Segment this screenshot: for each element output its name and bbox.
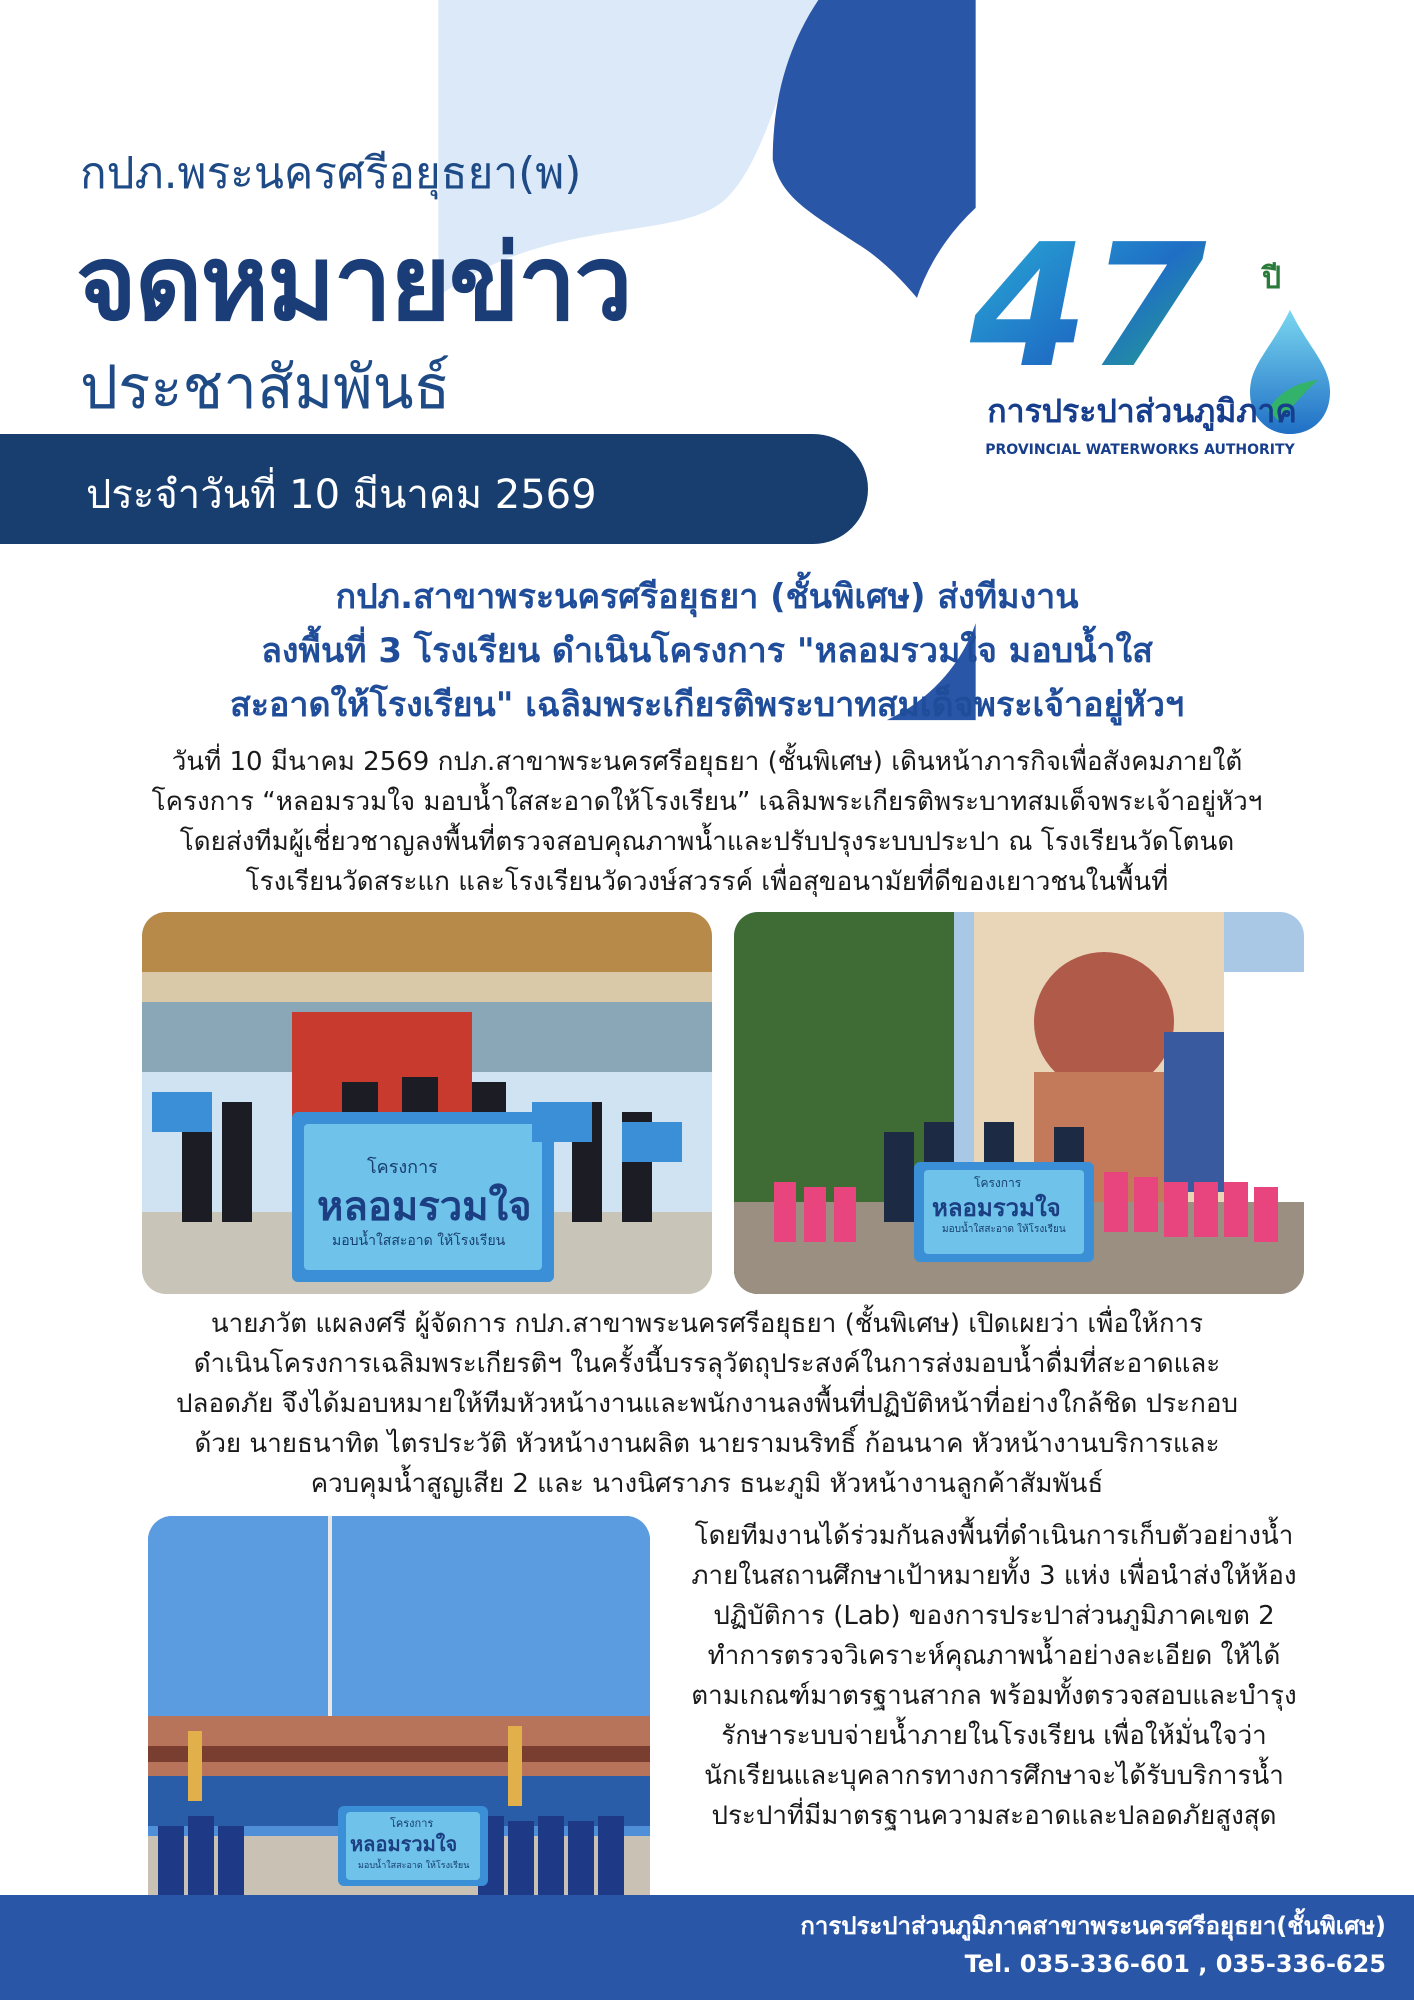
logo-number: 47 bbox=[970, 208, 1207, 406]
newsletter-title: จดหมายข่าว bbox=[76, 222, 631, 344]
paragraph-line: นักเรียนและบุคลากรทางการศึกษาจะได้รับบริการน้ำ bbox=[704, 1761, 1284, 1791]
paragraph-line: ประปาที่มีมาตรฐานความสะอาดและปลอดภัยสูงสุด bbox=[711, 1801, 1277, 1831]
logo-name-th: การประปาส่วนภูมิภาค bbox=[987, 392, 1297, 430]
news-headline bbox=[100, 570, 1314, 732]
pwa-47-logo bbox=[900, 160, 1384, 544]
paragraph-line: โดยทีมงานได้ร่วมกันลงพื้นที่ดำเนินการเก็บตัวอย่างน้ำ bbox=[694, 1521, 1294, 1551]
banner-small: โครงการ bbox=[367, 1157, 438, 1178]
headline-line: ลงพื้นที่ 3 โรงเรียน ดำเนินโครงการ "หลอมรวมใจ มอบน้ำใส bbox=[261, 631, 1153, 671]
photo-school-2 bbox=[734, 912, 1304, 1294]
banner-subtitle: มอบน้ำใสสะอาด ให้โรงเรียน bbox=[332, 1233, 506, 1249]
paragraph-line: โรงเรียนวัดสระแก และโรงเรียนวัดวงษ์สวรรค์ เพื่อสุขอนามัยที่ดีของเยาวชนในพื้นที่ bbox=[245, 867, 1169, 897]
paragraph-line: ดำเนินโครงการเฉลิมพระเกียรติฯ ในครั้งนี้บรรลุวัตถุประสงค์ในการส่งมอบน้ำดื่มที่สะอาดและ bbox=[193, 1349, 1221, 1379]
paragraph-line: ปฏิบัติการ (Lab) ของการประปาส่วนภูมิภาคเขต 2 bbox=[713, 1601, 1275, 1631]
logo-name-en: PROVINCIAL WATERWORKS AUTHORITY bbox=[985, 442, 1295, 458]
paragraph-line: ทำการตรวจวิเคราะห์คุณภาพน้ำอย่างละเอียด ให้ได้ bbox=[707, 1641, 1281, 1671]
headline-line: สะอาดให้โรงเรียน" เฉลิมพระเกียรติพระบาทสมเด็จพระเจ้าอยู่หัวฯ bbox=[229, 685, 1185, 725]
logo-year: ปี bbox=[1262, 261, 1282, 296]
paragraph-line: ตามเกณฑ์มาตรฐานสากล พร้อมทั้งตรวจสอบและบำรุง bbox=[691, 1681, 1297, 1711]
issue-date: ประจำวันที่ 10 มีนาคม 2569 bbox=[86, 472, 597, 518]
headline-line: กปภ.สาขาพระนครศรีอยุธยา (ชั้นพิเศษ) ส่งทีมงาน bbox=[335, 577, 1079, 617]
paragraph-line: นายภวัต แผลงศรี ผู้จัดการ กปภ.สาขาพระนครศรีอยุธยา (ชั้นพิเศษ) เปิดเผยว่า เพื่อให้การ bbox=[210, 1309, 1204, 1339]
banner-title: หลอมรวมใจ bbox=[350, 1832, 458, 1856]
paragraph-line: ด้วย นายธนาทิต ไตรประวัติ หัวหน้างานผลิต นายรามนริทธิ์ ก้อนนาค หัวหน้างานบริการและ bbox=[194, 1429, 1220, 1459]
banner-small: โครงการ bbox=[390, 1817, 434, 1830]
paragraph-line: ภายในสถานศึกษาเป้าหมายทั้ง 3 แห่ง เพื่อนำส่งให้ห้อง bbox=[691, 1561, 1297, 1591]
newsletter-subtitle: ประชาสัมพันธ์ bbox=[80, 353, 451, 423]
branch-name: กปภ.พระนครศรีอยุธยา(พ) bbox=[80, 148, 582, 199]
banner-subtitle: มอบน้ำใสสะอาด ให้โรงเรียน bbox=[942, 1224, 1066, 1235]
paragraph-line: วันที่ 10 มีนาคม 2569 กปภ.สาขาพระนครศรีอยุธยา (ชั้นพิเศษ) เดินหน้าภารกิจเพื่อสังคมภายใต้ bbox=[171, 747, 1243, 777]
paragraph-line: รักษาระบบจ่ายน้ำภายในโรงเรียน เพื่อให้มั่นใจว่า bbox=[721, 1721, 1267, 1751]
paragraph-manager bbox=[110, 1304, 1304, 1504]
paragraph-line: โครงการ “หลอมรวมใจ มอบน้ำใสสะอาดให้โรงเรียน” เฉลิมพระเกียรติพระบาทสมเด็จพระเจ้าอยู่หัวฯ bbox=[151, 787, 1263, 817]
banner-title: หลอมรวมใจ bbox=[317, 1184, 532, 1230]
banner-title: หลอมรวมใจ bbox=[932, 1194, 1061, 1222]
photo-school-3 bbox=[148, 1516, 650, 1950]
banner-small: โครงการ bbox=[974, 1176, 1022, 1190]
photo-school-1 bbox=[142, 912, 712, 1294]
paragraph-line: ปลอดภัย จึงได้มอบหมายให้ทีมหัวหน้างานและพนักงานลงพื้นที่ปฏิบัติหน้าที่อย่างใกล้ชิด ประกอบ bbox=[176, 1389, 1238, 1419]
paragraph-line: โดยส่งทีมผู้เชี่ยวชาญลงพื้นที่ตรวจสอบคุณภาพน้ำและปรับปรุงระบบประปา ณ โรงเรียนวัดโตนด bbox=[179, 827, 1235, 857]
footer-tel: Tel. 035-336-601 , 035-336-625 bbox=[964, 1950, 1386, 1978]
paragraph-intro bbox=[80, 742, 1334, 902]
paragraph-sampling bbox=[664, 1516, 1324, 1836]
footer-org: การประปาส่วนภูมิภาคสาขาพระนครศรีอยุธยา(ชั้นพิเศษ) bbox=[800, 1912, 1386, 1940]
paragraph-line: ควบคุมน้ำสูญเสีย 2 และ นางนิศราภร ธนะภูมิ หัวหน้างานลูกค้าสัมพันธ์ bbox=[310, 1469, 1104, 1499]
banner-subtitle: มอบน้ำใสสะอาด ให้โรงเรียน bbox=[358, 1861, 470, 1871]
